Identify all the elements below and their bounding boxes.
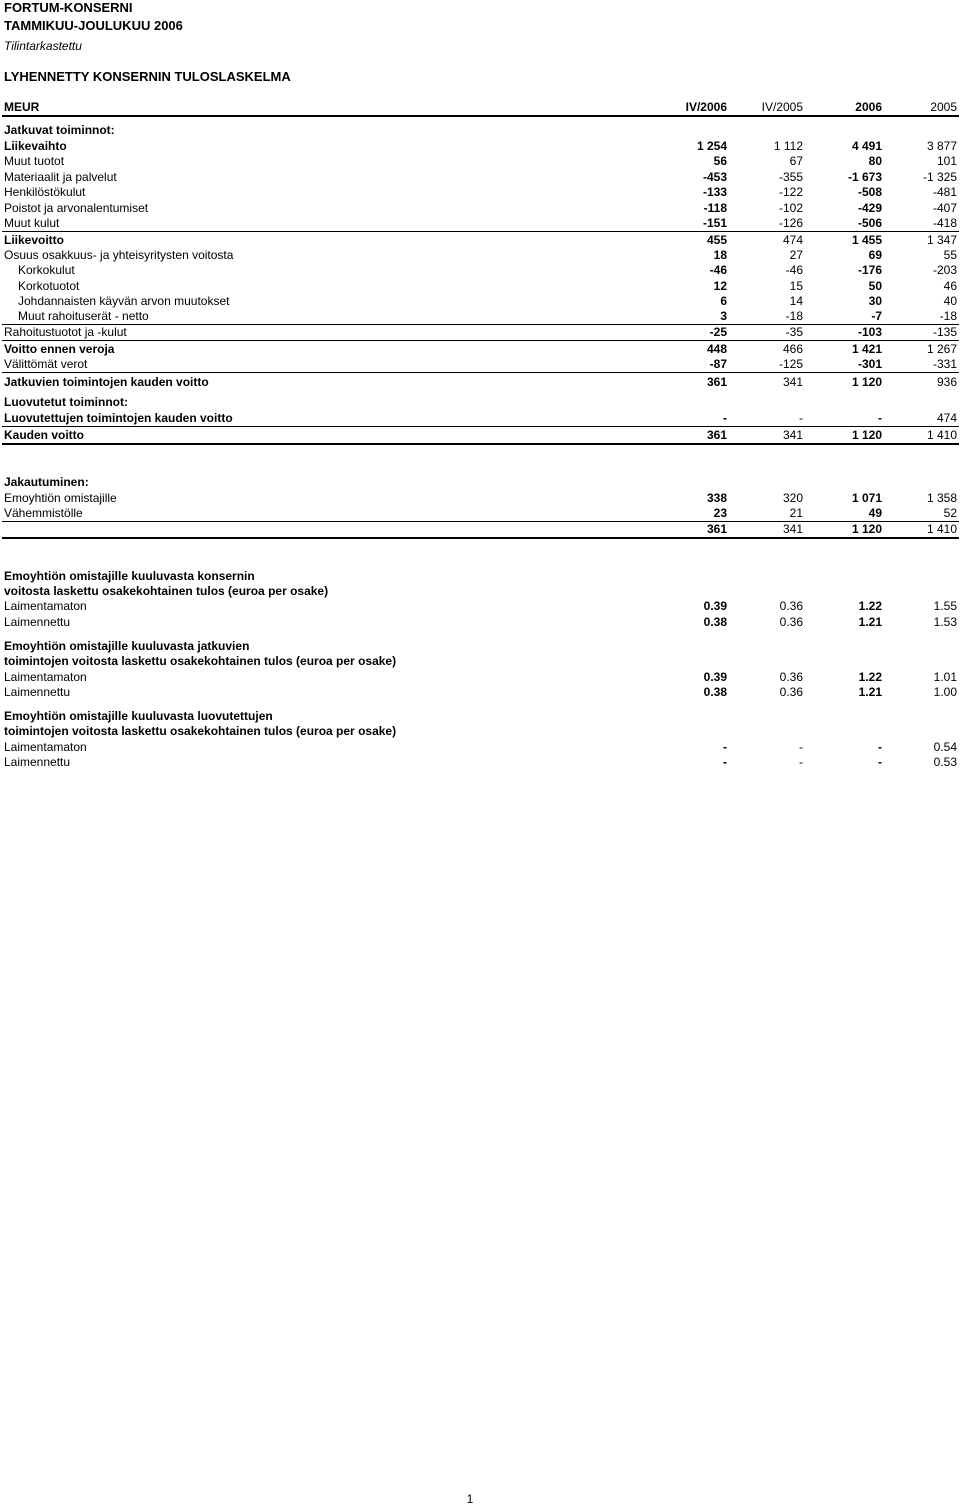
table-row xyxy=(2,357,959,373)
row-label: Välittömät verot xyxy=(4,357,88,371)
row-label: Jatkuvien toimintojen kauden voitto xyxy=(4,375,209,389)
value-q4-2005: 0.36 xyxy=(779,615,803,629)
value-2006: 1.21 xyxy=(858,685,882,699)
value-2005: 101 xyxy=(936,154,957,168)
value-2005: 55 xyxy=(943,248,957,262)
value-q4-2006: -118 xyxy=(703,201,727,215)
row-label: Luovutettujen toimintojen kauden voitto xyxy=(4,411,233,425)
value-q4-2006: -453 xyxy=(702,170,727,184)
value-2006: -7 xyxy=(871,309,882,323)
value-q4-2006: 56 xyxy=(713,154,727,168)
row-label: Laimentamaton xyxy=(4,670,87,684)
value-q4-2006: - xyxy=(723,740,727,754)
value-2005: 936 xyxy=(936,375,957,389)
value-q4-2005: -126 xyxy=(778,216,803,230)
value-q4-2005: 341 xyxy=(782,428,803,442)
value-2006: 50 xyxy=(868,279,882,293)
row-label: Laimentamaton xyxy=(4,599,87,613)
row-label: Vähemmistölle xyxy=(4,506,83,520)
table-row xyxy=(2,569,959,584)
value-q4-2005: 320 xyxy=(782,491,803,505)
value-q4-2005: 466 xyxy=(782,342,803,356)
value-q4-2006: 3 xyxy=(720,309,727,323)
table-row xyxy=(2,201,959,216)
value-2005: 1 410 xyxy=(926,522,957,536)
row-label: Korkotuotot xyxy=(18,279,80,293)
value-2006: 1.22 xyxy=(858,670,882,684)
column-header-2006: 2006 xyxy=(855,100,882,114)
value-q4-2006: 18 xyxy=(713,248,727,262)
row-label: Laimennettu xyxy=(4,755,71,769)
table-row xyxy=(2,615,959,630)
table-row xyxy=(2,709,959,724)
value-q4-2005: 0.36 xyxy=(779,670,803,684)
table-row xyxy=(2,670,959,685)
value-q4-2005: -125 xyxy=(778,357,803,371)
value-2005: -481 xyxy=(932,185,957,199)
column-header-q4-2006: IV/2006 xyxy=(685,100,727,114)
value-q4-2006: -151 xyxy=(702,216,727,230)
row-label: Muut tuotot xyxy=(4,154,65,168)
value-q4-2005: 0.36 xyxy=(779,685,803,699)
value-2005: -418 xyxy=(932,216,957,230)
value-q4-2006: 0.39 xyxy=(703,670,727,684)
table-row xyxy=(2,342,959,357)
table-row xyxy=(2,154,959,169)
value-q4-2005: - xyxy=(799,740,803,754)
value-q4-2005: - xyxy=(799,755,803,769)
row-label: toimintojen voitosta laskettu osakekohtainen tulos (euroa per osake) xyxy=(4,724,397,738)
value-2006: 1 120 xyxy=(851,522,882,536)
value-q4-2005: -46 xyxy=(785,263,803,277)
table-row xyxy=(2,506,959,522)
value-2005: 1 267 xyxy=(926,342,957,356)
value-2006: 69 xyxy=(868,248,882,262)
value-2005: -1 325 xyxy=(922,170,957,184)
value-2006: -103 xyxy=(857,325,882,339)
value-2006: 1 120 xyxy=(851,428,882,442)
statement-title: LYHENNETTY KONSERNIN TULOSLASKELMA xyxy=(4,69,291,84)
value-2005: 52 xyxy=(943,506,957,520)
value-q4-2005: 474 xyxy=(782,233,803,247)
value-q4-2005: 67 xyxy=(789,154,803,168)
value-q4-2006: -87 xyxy=(709,357,727,371)
value-q4-2005: 1 112 xyxy=(773,139,803,153)
value-2005: 474 xyxy=(936,411,957,425)
table-row xyxy=(2,522,959,539)
value-q4-2006: 338 xyxy=(706,491,727,505)
value-2006: - xyxy=(878,411,882,425)
value-2005: -203 xyxy=(932,263,957,277)
value-q4-2005: -355 xyxy=(778,170,803,184)
value-q4-2006: 361 xyxy=(706,522,727,536)
value-q4-2005: 15 xyxy=(789,279,803,293)
value-q4-2006: 1 254 xyxy=(696,139,727,153)
value-2006: 80 xyxy=(868,154,882,168)
row-label: Liikevoitto xyxy=(4,233,65,247)
value-2006: 1 120 xyxy=(851,375,882,389)
row-label: Muut rahoituserät - netto xyxy=(18,309,149,323)
table-row xyxy=(2,263,959,278)
row-label: voitosta laskettu osakekohtainen tulos (euroa per osake) xyxy=(4,584,329,598)
table-row xyxy=(2,233,959,248)
value-q4-2005: -35 xyxy=(785,325,803,339)
value-2005: -331 xyxy=(932,357,957,371)
value-2006: -1 673 xyxy=(847,170,882,184)
table-row xyxy=(2,491,959,506)
table-row xyxy=(2,740,959,755)
value-2005: 1 358 xyxy=(926,491,957,505)
table-row xyxy=(2,248,959,263)
row-label: Jakautuminen: xyxy=(4,475,89,489)
row-label: Voitto ennen veroja xyxy=(4,342,115,356)
value-q4-2006: 0.38 xyxy=(703,685,727,699)
value-2005: 1.01 xyxy=(933,670,957,684)
table-row xyxy=(2,599,959,614)
value-2005: 1 410 xyxy=(926,428,957,442)
value-2005: 46 xyxy=(943,279,957,293)
table-row xyxy=(2,375,959,390)
table-row xyxy=(2,639,959,654)
value-2005: -407 xyxy=(932,201,957,215)
value-2005: 0.54 xyxy=(933,740,957,754)
value-2005: -18 xyxy=(939,309,957,323)
table-row xyxy=(2,325,959,341)
table-row xyxy=(2,123,959,138)
value-q4-2006: 448 xyxy=(706,342,727,356)
value-2005: 1 347 xyxy=(926,233,957,247)
row-label: toimintojen voitosta laskettu osakekohtainen tulos (euroa per osake) xyxy=(4,654,397,668)
row-label: Rahoitustuotot ja -kulut xyxy=(4,325,127,339)
row-label: Emoyhtiön omistajille kuuluvasta konsernin xyxy=(4,569,255,583)
value-q4-2006: 361 xyxy=(706,375,727,389)
value-q4-2006: 6 xyxy=(720,294,727,308)
value-q4-2005: -122 xyxy=(778,185,803,199)
row-label: Emoyhtiön omistajille kuuluvasta jatkuvien xyxy=(4,639,250,653)
row-label: Korkokulut xyxy=(18,263,75,277)
table-row xyxy=(2,411,959,427)
row-label: Laimennettu xyxy=(4,685,71,699)
row-label: Luovutetut toiminnot: xyxy=(4,395,128,409)
value-q4-2006: 0.39 xyxy=(703,599,727,613)
table-row xyxy=(2,170,959,185)
value-2006: -508 xyxy=(857,185,882,199)
value-q4-2005: 0.36 xyxy=(779,599,803,613)
value-2006: 4 491 xyxy=(851,139,882,153)
value-2006: 49 xyxy=(868,506,882,520)
value-2005: 1.53 xyxy=(933,615,957,629)
row-label: Kauden voitto xyxy=(4,428,84,442)
value-2006: - xyxy=(878,740,882,754)
row-label: Laimentamaton xyxy=(4,740,87,754)
column-header-q4-2005: IV/2005 xyxy=(761,100,803,114)
value-2006: 1 421 xyxy=(851,342,882,356)
table-row xyxy=(2,395,959,410)
row-label: Jatkuvat toiminnot: xyxy=(4,123,115,137)
value-q4-2006: -46 xyxy=(709,263,727,277)
table-row xyxy=(2,294,959,309)
value-2006: -506 xyxy=(857,216,882,230)
table-row xyxy=(2,428,959,445)
value-q4-2005: 14 xyxy=(789,294,803,308)
value-2006: 30 xyxy=(868,294,882,308)
reporting-period: TAMMIKUU-JOULUKUU 2006 xyxy=(4,18,183,33)
value-2006: 1.22 xyxy=(858,599,882,613)
table-row xyxy=(2,279,959,294)
value-q4-2006: 455 xyxy=(706,233,727,247)
value-2006: 1 455 xyxy=(851,233,882,247)
row-label: Emoyhtiön omistajille kuuluvasta luovutettujen xyxy=(4,709,273,723)
value-2006: - xyxy=(878,755,882,769)
row-label: Johdannaisten käyvän arvon muutokset xyxy=(18,294,230,308)
value-q4-2006: 12 xyxy=(713,279,727,293)
row-label: Emoyhtiön omistajille xyxy=(4,491,117,505)
value-q4-2006: - xyxy=(723,411,727,425)
page-number: 1 xyxy=(466,1492,474,1506)
value-q4-2005: -18 xyxy=(785,309,803,323)
table-row xyxy=(2,185,959,200)
value-q4-2006: -25 xyxy=(709,325,727,339)
audit-status: Tilintarkastettu xyxy=(4,39,82,53)
table-row xyxy=(2,139,959,154)
table-row xyxy=(2,685,959,700)
table-row xyxy=(2,309,959,325)
value-q4-2006: 361 xyxy=(706,428,727,442)
table-row xyxy=(2,584,959,599)
row-label: Poistot ja arvonalentumiset xyxy=(4,201,149,215)
value-2005: 1.00 xyxy=(933,685,957,699)
row-label: Liikevaihto xyxy=(4,139,67,153)
company-name: FORTUM-KONSERNI xyxy=(4,0,133,15)
row-label: Osuus osakkuus- ja yhteisyritysten voitosta xyxy=(4,248,234,262)
table-header-row xyxy=(2,100,959,117)
table-row xyxy=(2,475,959,490)
row-label: Laimennettu xyxy=(4,615,71,629)
value-q4-2005: -102 xyxy=(778,201,803,215)
table-row xyxy=(2,724,959,739)
value-2006: 1 071 xyxy=(851,491,882,505)
value-2005: 1.55 xyxy=(933,599,957,613)
column-header-2005: 2005 xyxy=(930,100,957,114)
table-row xyxy=(2,216,959,232)
table-row xyxy=(2,654,959,669)
value-q4-2005: - xyxy=(799,411,803,425)
value-q4-2005: 341 xyxy=(782,522,803,536)
value-q4-2006: -133 xyxy=(702,185,727,199)
value-2005: 3 877 xyxy=(926,139,957,153)
value-2006: -429 xyxy=(857,201,882,215)
row-label: Muut kulut xyxy=(4,216,60,230)
row-label: Materiaalit ja palvelut xyxy=(4,170,117,184)
value-q4-2005: 27 xyxy=(789,248,803,262)
value-q4-2005: 341 xyxy=(782,375,803,389)
value-2005: 40 xyxy=(943,294,957,308)
value-q4-2005: 21 xyxy=(789,506,803,520)
value-2005: -135 xyxy=(932,325,957,339)
value-2006: -176 xyxy=(857,263,882,277)
value-q4-2006: 0.38 xyxy=(703,615,727,629)
row-label: Henkilöstökulut xyxy=(4,185,86,199)
value-q4-2006: - xyxy=(723,755,727,769)
value-2005: 0.53 xyxy=(933,755,957,769)
value-q4-2006: 23 xyxy=(713,506,727,520)
value-2006: -301 xyxy=(857,357,882,371)
column-header-label: MEUR xyxy=(4,100,40,114)
table-row xyxy=(2,755,959,770)
value-2006: 1.21 xyxy=(858,615,882,629)
